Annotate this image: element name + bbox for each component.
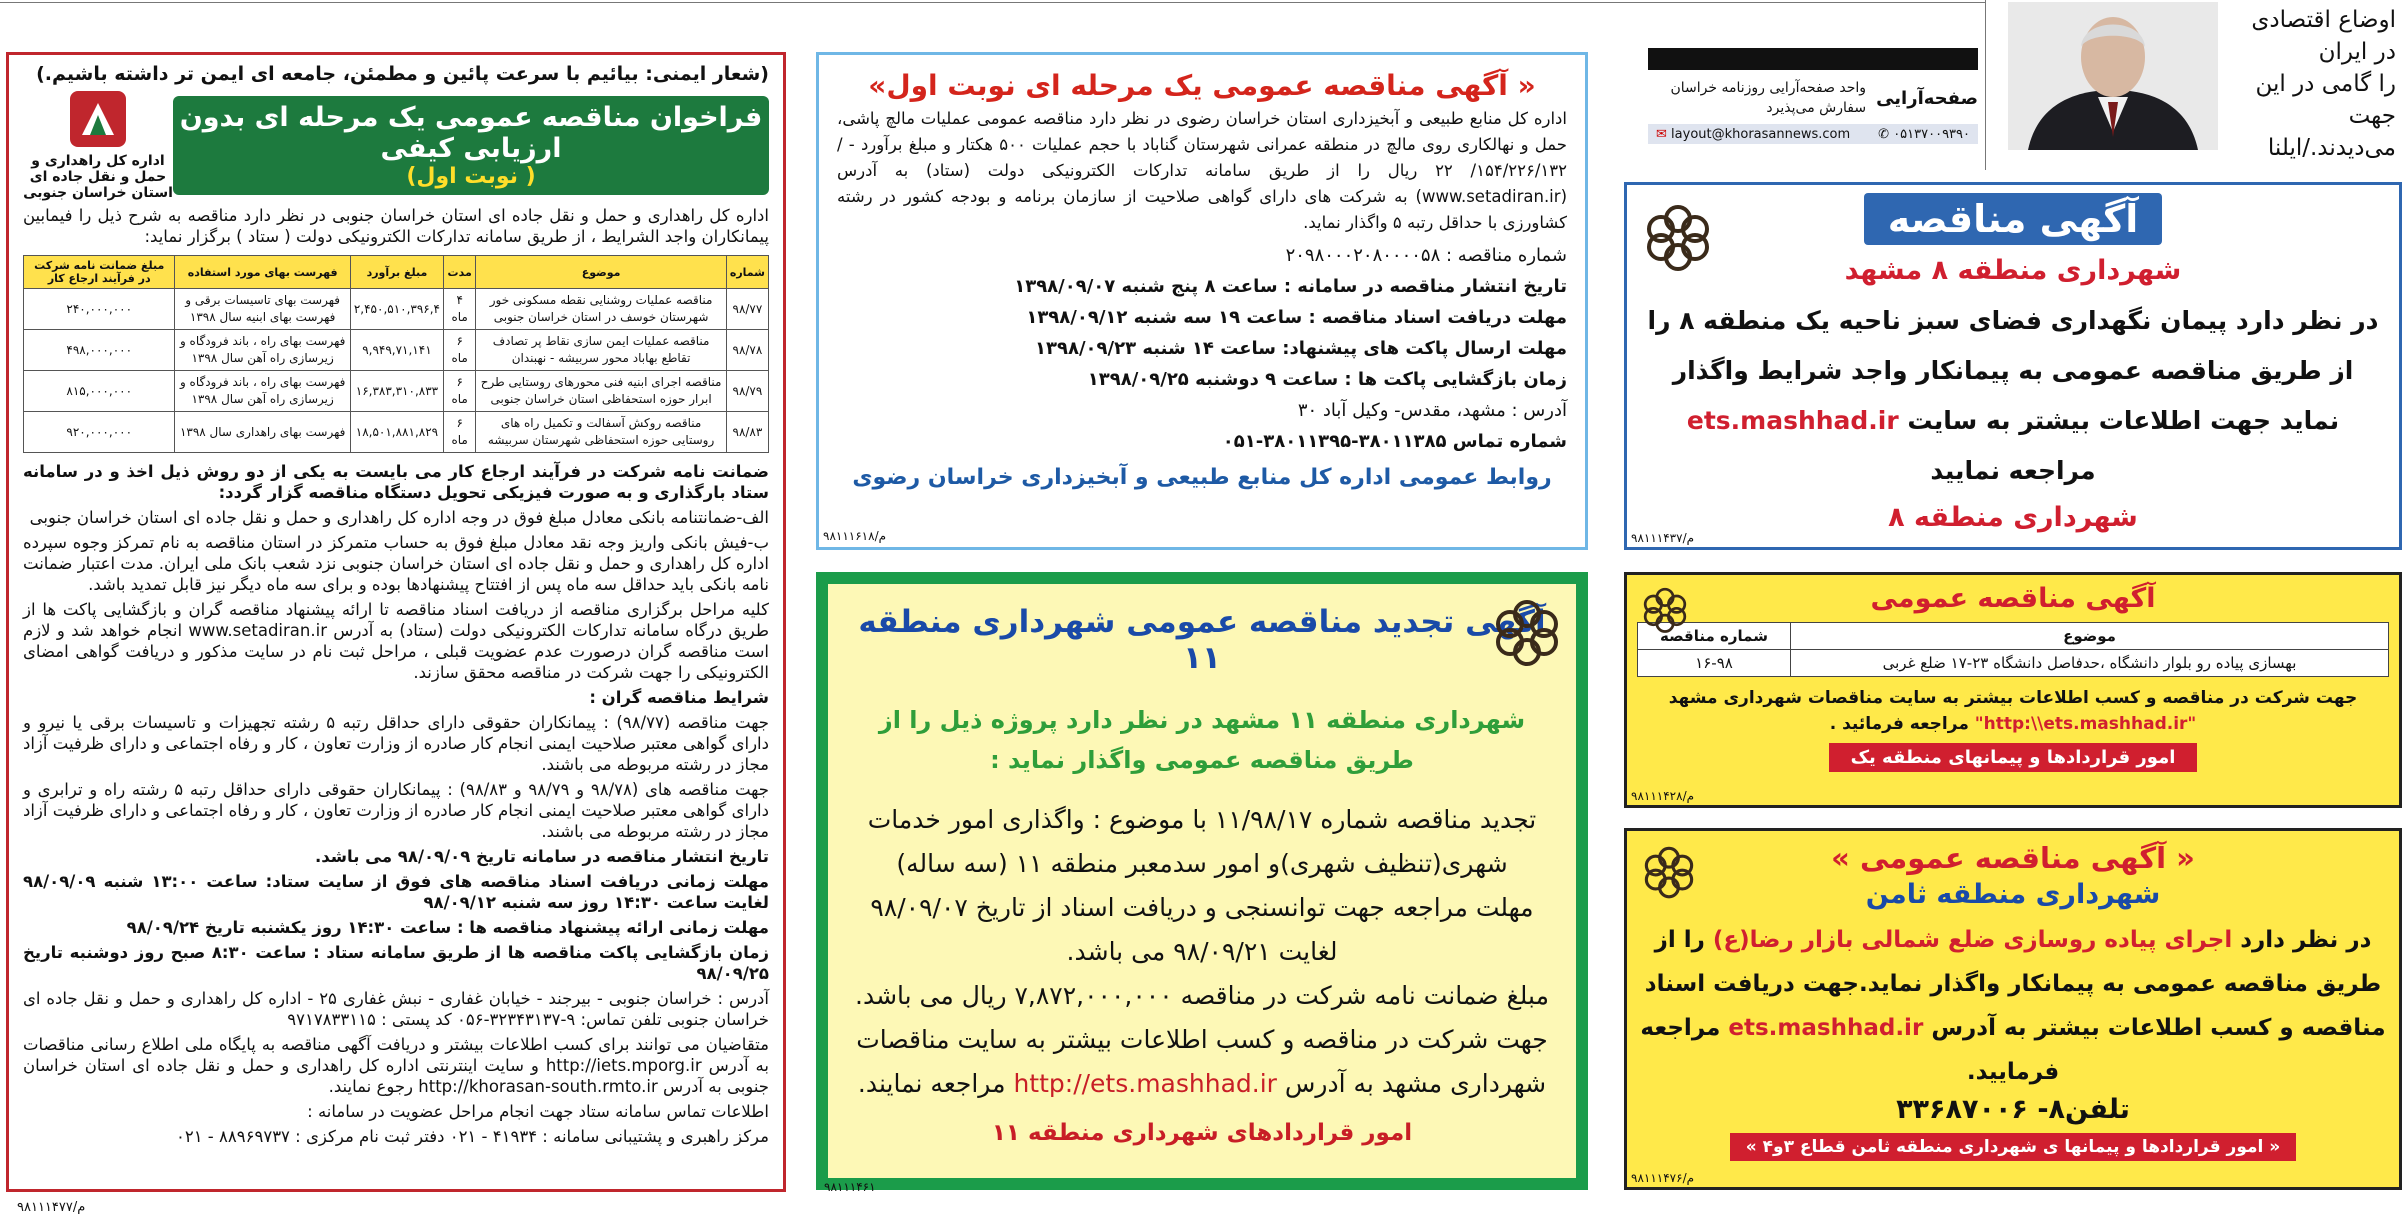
excerpt-line: را گامی در این جهت (2255, 71, 2396, 129)
ad-paragraph: مرکز راهبری و پشتیبانی سامانه : ۴۱۹۳۴ - ۰۲۱ دفتر ثبت نام مرکزی : ۸۸۹۶۹۷۳۷ - ۰۲۱ (175, 1127, 769, 1146)
ad-link[interactable]: http://ets.mashhad.ir (1013, 1069, 1277, 1098)
table-header: شماره (726, 256, 768, 289)
ad-body (1639, 918, 2387, 1094)
table-header: مبلغ ضمانت نامه شرکت در فرآیند ارجاع کار (24, 256, 175, 289)
ad-paragraph: تجدید مناقصه شماره ۱۱/۹۸/۱۷ با موضوع : واگذاری امور خدمات شهری(تنظیف شهری)و امور سدمعبر منطقه ۱۱ (سه ساله) (867, 805, 1537, 878)
ad-link[interactable]: "http:\\ets.mashhad.ir" (1974, 714, 2197, 734)
ad-detail-line: شماره تماس ۳۸۰۱۱۳۸۵-۳۸۰۱۱۳۹۵-۰۵۱ (1222, 431, 1567, 452)
table-row (24, 371, 769, 412)
mashhad-municipality-logo-icon (1637, 195, 1719, 277)
table-cell: ۱۶-۹۸ (1638, 650, 1791, 677)
ad-slogan: (شعار ایمنی: بیائیم با سرعت پائین و مطمئن، جامعه ای ایمن تر داشته باشیم.) (36, 63, 769, 85)
ad-subtitle: شهرداری منطقه ثامن (1865, 879, 2161, 910)
org-name: اداره کل راهداری و حمل و نقل جاده ای استان خراسان جنوبی (23, 153, 173, 201)
ad-paragraph: در نظر دارد (2240, 927, 2372, 953)
ad-natural-resources-tender (816, 52, 1588, 550)
ad-paragraph: جهت مناقصه های (۹۸/۷۸ و ۹۸/۷۹ و ۹۸/۸۳) : پیمانکاران حقوقی دارای حداقل رتبه ۵ رشته راه و ترابری و دارای گواهی معتبر صلاحیت ایمنی انجام کار صادره از وزارت تعاون ، کار و رفاه اجتماعی و دارای ظرفیت آزاد مجاز در رشته مربوطه می باشند. (23, 780, 769, 841)
table-row (1638, 650, 2389, 677)
table-row (24, 330, 769, 371)
table-header: فهرست بهای مورد استفاده (175, 256, 350, 289)
excerpt-line: اوضاع اقتصادی در ایران (2251, 7, 2396, 65)
ad-code: ۹۸۱۱۱۴۷۷/م (17, 1200, 86, 1215)
ad-body (23, 461, 769, 1147)
ad-title: « آگهی مناقصه عمومی یک مرحله ای نوبت اول» (868, 69, 1536, 102)
credit-phone: ۰۵۱۳۷۰۰۹۳۹۰ (1893, 126, 1970, 142)
table-cell: فهرست بهای راه ، باند فرودگاه و زیرسازی راه آهن سال ۱۳۹۸ (175, 330, 350, 371)
ad-paragraph: شرایط مناقصه گران : (589, 688, 769, 707)
table-header: موضوع (476, 256, 727, 289)
ad-municipality-region8-tender (1624, 182, 2402, 550)
ad-code: ۹۸۱۱۱۴۶۱ (824, 1180, 876, 1194)
ad-body (1637, 685, 2389, 737)
table-cell: ۲۴۰,۰۰۰,۰۰۰ (24, 289, 175, 330)
table-cell: ۴۹۸,۰۰۰,۰۰۰ (24, 330, 175, 371)
ad-footer: « امور قراردادها و پیمانها ی شهرداری منطقه ثامن قطاع ۳و۴ » (1730, 1133, 2297, 1161)
ad-samen-region-tender (1624, 828, 2402, 1190)
table-header: مبلغ برآورد (350, 256, 443, 289)
ad-body (848, 798, 1556, 1106)
phone-icon: ✆ (1878, 126, 1890, 142)
table-header: شماره مناقصه (1638, 623, 1791, 650)
ad-paragraph: جهت شرکت در مناقصه و کسب اطلاعات بیشتر به سایت مناقصات شهرداری مشهد به آدرس (856, 1025, 1548, 1098)
ad-municipality-region11-tender (816, 572, 1588, 1194)
ad-paragraph: متقاضیان می توانند برای کسب اطلاعات بیشتر و دریافت آگهی مناقصه به پایگاه ملی اطلاع رسانی مناقصات به آدرس http://iets.mporg.ir و سایت اینترنتی اداره کل راهداری و حمل و نقل جاده ای استان خراسان جنوبی به آدرس http://khorasan-south.rmto.ir رجوع نمایند. (23, 1035, 769, 1096)
table-cell: ۶ ماه (444, 371, 476, 412)
ad-region1-tender (1624, 572, 2402, 808)
table-cell: ۹۸/۷۸ (726, 330, 768, 371)
ad-paragraph: جهت مناقصه (۹۸/۷۷) : پیمانکاران حقوقی دارای حداقل رتبه ۵ رشته تجهیزات و تاسیسات برقی یا نیرو و دارای گواهی معتبر صلاحیت ایمنی انجام کار صادره از وزارت تعاون ، کار و رفاه اجتماعی و دارای ظرفیت آزاد مجاز در رشته مربوطه می باشند. (23, 713, 769, 774)
mashhad-municipality-logo-icon (1637, 581, 1693, 637)
ad-body (1641, 296, 2385, 496)
credit-line: واحد صفحه‌آرایی روزنامه خراسان (1670, 80, 1867, 96)
ad-paragraph: مراجعه نمایند. (857, 1069, 1006, 1098)
ad-paragraph: الف-ضمانتنامه بانکی معادل مبلغ فوق در وجه اداره کل راهداری و حمل و نقل جاده ای استان خراسان جنوبی (29, 508, 769, 527)
ad-code: م/۹۸۱۱۱۶۱۸ (823, 529, 887, 543)
table-cell: ۱۶,۳۸۳,۳۱۰,۸۳۳ (350, 371, 443, 412)
ad-detail-line: مهلت ارسال پاکت های پیشنهاد: ساعت ۱۴ شنبه ۱۳۹۸/۰۹/۲۳ (1035, 338, 1567, 359)
ad-highlight: اجرای پیاده روسازی ضلع شمالی بازار رضا(ع) (1712, 927, 2233, 953)
org-block (23, 89, 173, 201)
ad-detail-line: آدرس : مشهد، مقدس- وکیل آباد ۳۰ (1297, 400, 1567, 421)
table-header: مدت (444, 256, 476, 289)
ad-link[interactable]: ets.mashhad.ir (1686, 406, 1899, 435)
column-divider (1985, 0, 1986, 170)
table-cell: ۱۸,۵۰۱,۸۸۱,۸۲۹ (350, 412, 443, 453)
ad-paragraph: آدرس : خراسان جنوبی - بیرجند - خیابان غفاری - نبش غفاری ۲۵ - اداره کل راهداری و حمل و نقل جاده ای خراسان جنوبی تلفن تماس: ۹-۳۲۳۴۳۱۳۷-۰۵۶ کد پستی : ۹۷۱۷۸۳۳۱۱۵ (23, 989, 769, 1029)
table-cell: فهرست بهای راهداری سال ۱۳۹۸ (175, 412, 350, 453)
ad-detail-line: شماره مناقصه : ۲۰۹۸۰۰۰۲۰۸۰۰۰۰۵۸ (1285, 245, 1567, 266)
ad-title: آگهی مناقصه (1864, 193, 2163, 245)
ad-footer: امور قراردادهای شهرداری منطقه ۱۱ (991, 1120, 1413, 1146)
table-cell: ۴ ماه (444, 289, 476, 330)
ad-paragraph: مراجعه فرمائید . (1829, 714, 1969, 734)
ad-code: ۹۸۱۱۱۴۷۶/م (1631, 1171, 1695, 1185)
tender-table (1637, 622, 2389, 677)
ad-title: آگهی تجدید مناقصه عمومی شهرداری منطقه ۱۱ (858, 604, 1546, 676)
ad-paragraph: جهت شرکت در مناقصه و کسب اطلاعات بیشتر به سایت مناقصات شهرداری مشهد (1668, 688, 2358, 708)
ad-paragraph: تاریخ انتشار مناقصه در سامانه تاریخ ۹۸/۰۹/۰۹ می باشد. (314, 847, 769, 866)
ad-paragraph: مراجعه فرمایید. (1640, 1015, 2060, 1085)
mashhad-municipality-logo-icon (1486, 590, 1568, 672)
top-rule (0, 2, 1985, 3)
credit-email[interactable]: layout@khorasannews.com (1671, 126, 1851, 142)
table-header: موضوع (1791, 623, 2389, 650)
ad-paragraph: ضمانت نامه شرکت در فرآیند ارجاع کار می بایست به یکی از دو روش ذیل اخذ و در سامانه ستاد بارگذاری و به صورت فیزیکی تحویل دستگاه مناقصه گزار گردد: (23, 462, 769, 502)
ad-code: ۹۸۱۱۱۴۳۷/م (1631, 531, 1695, 545)
table-cell: ۹۲۰,۰۰۰,۰۰۰ (24, 412, 175, 453)
ad-paragraph: اداره کل منابع طبیعی و آبخیزداری استان خراسان رضوی در نظر دارد مناقصه عمومی عملیات مالچ پاشی، حمل و نهالکاری روی مالچ در منطقه عمرانی شهرستان گناباد با حجم عملیات ۵۰۰ هکتار و مبلغ برآورد - / ۱۵۴/۲۲۶/۱۳۲/ ۲۲ ریال را از طریق سامانه تدارکات الکترونیکی دولت (ستاد) به آدرس (www.setadiran.ir) به شرکت های دارای گواهی صلاحیت از سازمان برنامه و بودجه کشور در رشته کشاورزی با حداقل رتبه ۵ واگذار نماید. (837, 109, 1568, 232)
ad-detail-line: تاریخ انتشار مناقصه در سامانه : ساعت ۸ پنج شنبه ۱۳۹۸/۰۹/۰۷ (1014, 276, 1567, 297)
mashhad-municipality-logo-icon (1637, 839, 1701, 903)
ad-detail-line: مهلت دریافت اسناد مناقصه : ساعت ۱۹ سه شنبه ۱۳۹۸/۰۹/۱۲ (1026, 307, 1567, 328)
ad-subtitle: ( نوبت اول) (406, 163, 536, 189)
ad-subtitle: شهرداری منطقه ۸ مشهد (1844, 255, 2182, 286)
ad-paragraph: ب-فیش بانکی واریز وجه نقد معادل مبلغ فوق به حساب متمرکز در استان مناقصه به نام تمرکز وجوه سپرده اداره کل راهداری و حمل و نقل جاده ای استان خراسان جنوبی نزد شعب بانک ملی ایران. مدت اعتبار ضمانت نامه بانکی باید حداقل سه ماه پس از افتتاح پیشنهادها بوده و برای سه ماه دیگر نیز قابل تمدید باشد. (23, 533, 769, 594)
table-cell: ۹۸/۷۹ (726, 371, 768, 412)
ad-paragraph: زمان بازگشایی پاکت مناقصه ها از طریق سامانه ستاد : ساعت ۸:۳۰ صبح روز دوشنبه تاریخ ۹۸/۰۹/۲۵ (23, 943, 769, 983)
table-cell: ۸۱۵,۰۰۰,۰۰۰ (24, 371, 175, 412)
ad-title: آگهی مناقصه عمومی (1870, 583, 2156, 614)
table-cell: مناقصه عملیات روشنایی نقطه مسکونی خور شهرستان خوسف در استان خراسان جنوبی (476, 289, 727, 330)
table-row (24, 412, 769, 453)
tender-table (23, 255, 769, 453)
table-cell: ۶ ماه (444, 330, 476, 371)
layout-credit-box (1648, 48, 1978, 144)
ad-footer: شهرداری منطقه ۸ (1888, 502, 2138, 533)
ad-phone: تلفن۸- ۳۳۶۸۷۰۰۶ (1896, 1094, 2130, 1125)
table-cell: بهسازی پیاده رو بلوار دانشگاه ،حدفاصل دانشگاه ۲۳-۱۷ ضلع غربی (1791, 650, 2389, 677)
ad-paragraph: مهلت مراجعه جهت توانسنجی و دریافت اسناد از تاریخ ۹۸/۰۹/۰۷ لغایت ۹۸/۰۹/۲۱ می باشد. (870, 893, 1534, 966)
ad-road-transport-tender (6, 52, 786, 1215)
credit-line: سفارش می‌پذیرد (1766, 100, 1867, 116)
ad-detail-line: زمان بازگشایی پاکت ها : ساعت ۹ دوشنبه ۱۳۹۸/۰۹/۲۵ (1087, 369, 1567, 390)
article-excerpt (2226, 4, 2396, 164)
table-cell: مناقصه اجرای ابنیه فنی محورهای روستایی طرح ابرار حوزه استحفاظی استان خراسان جنوبی (476, 371, 727, 412)
credit-role: صفحه‌آرایی (1876, 87, 1978, 109)
credit-header-bar (1648, 48, 1978, 70)
ad-footer: امور قراردادها و پیمانهای منطقه یک (1829, 743, 2198, 772)
table-cell: فهرست بهای تاسیسات برقی و فهرست بهای ابنیه سال ۱۳۹۸ (175, 289, 350, 330)
ad-intro: اداره کل راهداری و حمل و نقل جاده ای استان خراسان جنوبی در نظر دارد مناقصه به شرح ذیل را فیمابین پیمانکاران واجد الشرایط ، از طریق سامانه تدارکات الکترونیکی دولت ( ستاد ) برگزار نماید: (23, 206, 769, 246)
road-agency-logo-icon (68, 89, 128, 149)
table-cell: ۶ ماه (444, 412, 476, 453)
ad-intro: شهرداری منطقه ۱۱ مشهد در نظر دارد پروژه ذیل را از طریق مناقصه عمومی واگذار نماید : (878, 706, 1526, 774)
ad-paragraph: مبلغ ضمانت نامه شرکت در مناقصه ۷,۸۷۲,۰۰۰,۰۰۰ ریال می باشد. (855, 981, 1549, 1010)
credit-contact-bar (1648, 124, 1978, 144)
ad-paragraph: کلیه مراحل برگزاری مناقصه از دریافت اسناد مناقصه تا ارائه پیشنهاد مناقصه گران و بازگشایی پاکت ها از طریق درگاه سامانه تدارکات الکترونیکی دولت (ستاد) به آدرس www.setadiran.ir انجام خواهد شد و لازم است مناقصه گران درصورت عدم عضویت قبلی ، مراحل ثبت نام در سایت مذکور و دریافت گواهی امضای الکترونیکی را جهت شرکت در مناقصه محقق سازند. (23, 600, 769, 682)
ad-title: « آگهی مناقصه عمومی » (1831, 841, 2195, 875)
ad-paragraph: اطلاعات تماس سامانه ستاد جهت انجام مراحل عضویت در سامانه : (307, 1102, 769, 1121)
ad-paragraph: مراجعه نمایید (1930, 456, 2096, 485)
ad-paragraph: را از طریق مناقصه عمومی به پیمانکار واگذار نماید.جهت دریافت اسناد مناقصه و کسب اطلاعات بیشتر به آدرس (1644, 927, 2386, 1041)
ad-paragraph: مهلت زمانی دریافت اسناد مناقصه های فوق از سایت ستاد: ساعت ۱۳:۰۰ شنبه ۹۸/۰۹/۰۹ لغایت ساعت ۱۴:۳۰ روز سه شنبه ۹۸/۰۹/۱۲ (23, 872, 769, 912)
excerpt-line: می‌دیدند./ایلنا (2267, 135, 2396, 161)
ad-title: فراخوان مناقصه عمومی یک مرحله ای بدون ارزیابی کیفی (179, 101, 763, 164)
ad-link[interactable]: ets.mashhad.ir (1728, 1015, 1924, 1041)
ad-code: ۹۸۱۱۱۴۲۸/م (1631, 789, 1695, 803)
table-cell: فهرست بهای راه ، باند فرودگاه و زیرسازی راه آهن سال ۱۳۹۸ (175, 371, 350, 412)
portrait-photo (2008, 2, 2218, 150)
ad-footer: روابط عمومی اداره کل منابع طبیعی و آبخیزداری خراسان رضوی (852, 465, 1552, 490)
table-cell: مناقصه روکش آسفالت و تکمیل راه های روستایی حوزه استحفاظی شهرستان سربیشه (476, 412, 727, 453)
ad-paragraph: مهلت زمانی ارائه پیشنهاد مناقصه ها : ساعت ۱۴:۳۰ روز یکشنبه تاریخ ۹۸/۰۹/۲۴ (126, 918, 769, 937)
table-cell: مناقصه عملیات ایمن سازی نقاط پر تصادف تقاطع بهاباد محور سربیشه - نهبندان (476, 330, 727, 371)
table-cell: ۹,۹۴۹,۷۱,۱۴۱ (350, 330, 443, 371)
ad-paragraph: در نظر دارد پیمان نگهداری فضای سبز ناحیه یک منطقه ۸ را از طریق مناقصه عمومی به پیمانکار واجد شرایط واگذار نماید جهت اطلاعات بیشتر به سایت (1647, 306, 2379, 435)
envelope-icon: ✉ (1656, 126, 1667, 142)
table-row (24, 289, 769, 330)
table-cell: ۲,۴۵۰,۵۱۰,۳۹۶,۴ (350, 289, 443, 330)
table-cell: ۹۸/۸۳ (726, 412, 768, 453)
table-cell: ۹۸/۷۷ (726, 289, 768, 330)
ad-title-box (173, 96, 769, 195)
